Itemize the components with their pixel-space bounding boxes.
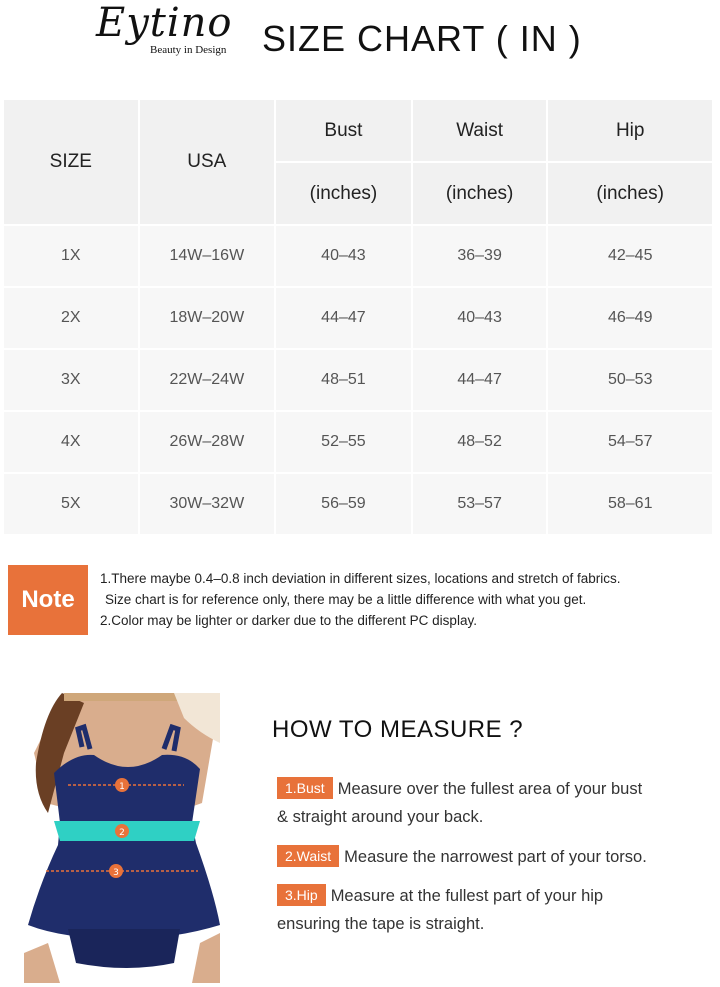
header-bust: Bust bbox=[275, 99, 412, 162]
note-line-1: 1.There maybe 0.4–0.8 inch deviation in different sizes, locations and stretch of fabrics. bbox=[100, 571, 621, 586]
table-row bbox=[3, 287, 713, 349]
cell-waist: 44–47 bbox=[412, 349, 548, 411]
waist-text: Measure the narrowest part of your torso. bbox=[344, 848, 647, 866]
marker-bust-label: 1 bbox=[119, 782, 125, 792]
cell-waist: 36–39 bbox=[412, 225, 548, 287]
note-text bbox=[100, 568, 720, 631]
cell-usa: 22W–24W bbox=[139, 349, 276, 411]
cell-size: 1X bbox=[3, 225, 139, 287]
hip-text-a: Measure at the fullest part of your hip bbox=[330, 887, 604, 905]
brand-tagline: Beauty in Design bbox=[150, 44, 227, 56]
cell-usa: 26W–28W bbox=[139, 411, 276, 473]
cell-bust: 48–51 bbox=[275, 349, 412, 411]
cell-waist: 40–43 bbox=[412, 287, 548, 349]
table-row bbox=[3, 411, 713, 473]
note-line-2: Size chart is for reference only, there may be a little difference with what you get. bbox=[105, 592, 587, 607]
hip-instruction bbox=[277, 882, 603, 938]
unit-bust: (inches) bbox=[275, 162, 412, 225]
table-row bbox=[3, 473, 713, 535]
header-usa: USA bbox=[139, 99, 276, 225]
unit-hip: (inches) bbox=[547, 162, 713, 225]
cell-bust: 56–59 bbox=[275, 473, 412, 535]
marker-hip-label: 3 bbox=[113, 868, 119, 878]
bust-text-a: Measure over the fullest area of your bust bbox=[337, 780, 643, 798]
cell-hip: 46–49 bbox=[547, 287, 713, 349]
table-header-row bbox=[3, 99, 713, 162]
table-row bbox=[3, 225, 713, 287]
cell-hip: 58–61 bbox=[547, 473, 713, 535]
table-row bbox=[3, 349, 713, 411]
cell-hip: 54–57 bbox=[547, 411, 713, 473]
measurement-figure bbox=[24, 693, 220, 983]
cell-bust: 40–43 bbox=[275, 225, 412, 287]
marker-waist-label: 2 bbox=[119, 828, 125, 838]
hip-text-b: ensuring the tape is straight. bbox=[277, 915, 485, 933]
brand-logo: Eytino bbox=[96, 0, 233, 46]
note-badge: Note bbox=[8, 565, 88, 635]
note-line-3: 2.Color may be lighter or darker due to the different PC display. bbox=[100, 613, 477, 628]
header bbox=[0, 0, 720, 90]
page-title: SIZE CHART ( IN ) bbox=[262, 18, 582, 59]
cell-usa: 30W–32W bbox=[139, 473, 276, 535]
cell-size: 4X bbox=[3, 411, 139, 473]
cell-bust: 44–47 bbox=[275, 287, 412, 349]
hip-badge: 3.Hip bbox=[277, 884, 326, 906]
waist-badge: 2.Waist bbox=[277, 845, 339, 867]
model-illustration bbox=[24, 693, 220, 983]
cell-usa: 14W–16W bbox=[139, 225, 276, 287]
bust-text-b: & straight around your back. bbox=[277, 808, 484, 826]
how-to-measure-title: HOW TO MEASURE ? bbox=[272, 716, 524, 743]
cell-hip: 50–53 bbox=[547, 349, 713, 411]
header-hip: Hip bbox=[547, 99, 713, 162]
cell-size: 2X bbox=[3, 287, 139, 349]
cell-bust: 52–55 bbox=[275, 411, 412, 473]
cell-size: 5X bbox=[3, 473, 139, 535]
waist-instruction bbox=[277, 843, 647, 871]
bust-instruction bbox=[277, 775, 642, 831]
unit-waist: (inches) bbox=[412, 162, 548, 225]
cell-usa: 18W–20W bbox=[139, 287, 276, 349]
cell-hip: 42–45 bbox=[547, 225, 713, 287]
cell-waist: 48–52 bbox=[412, 411, 548, 473]
header-size: SIZE bbox=[3, 99, 139, 225]
size-chart-table bbox=[2, 98, 714, 536]
cell-size: 3X bbox=[3, 349, 139, 411]
bust-badge: 1.Bust bbox=[277, 777, 333, 799]
header-waist: Waist bbox=[412, 99, 548, 162]
cell-waist: 53–57 bbox=[412, 473, 548, 535]
